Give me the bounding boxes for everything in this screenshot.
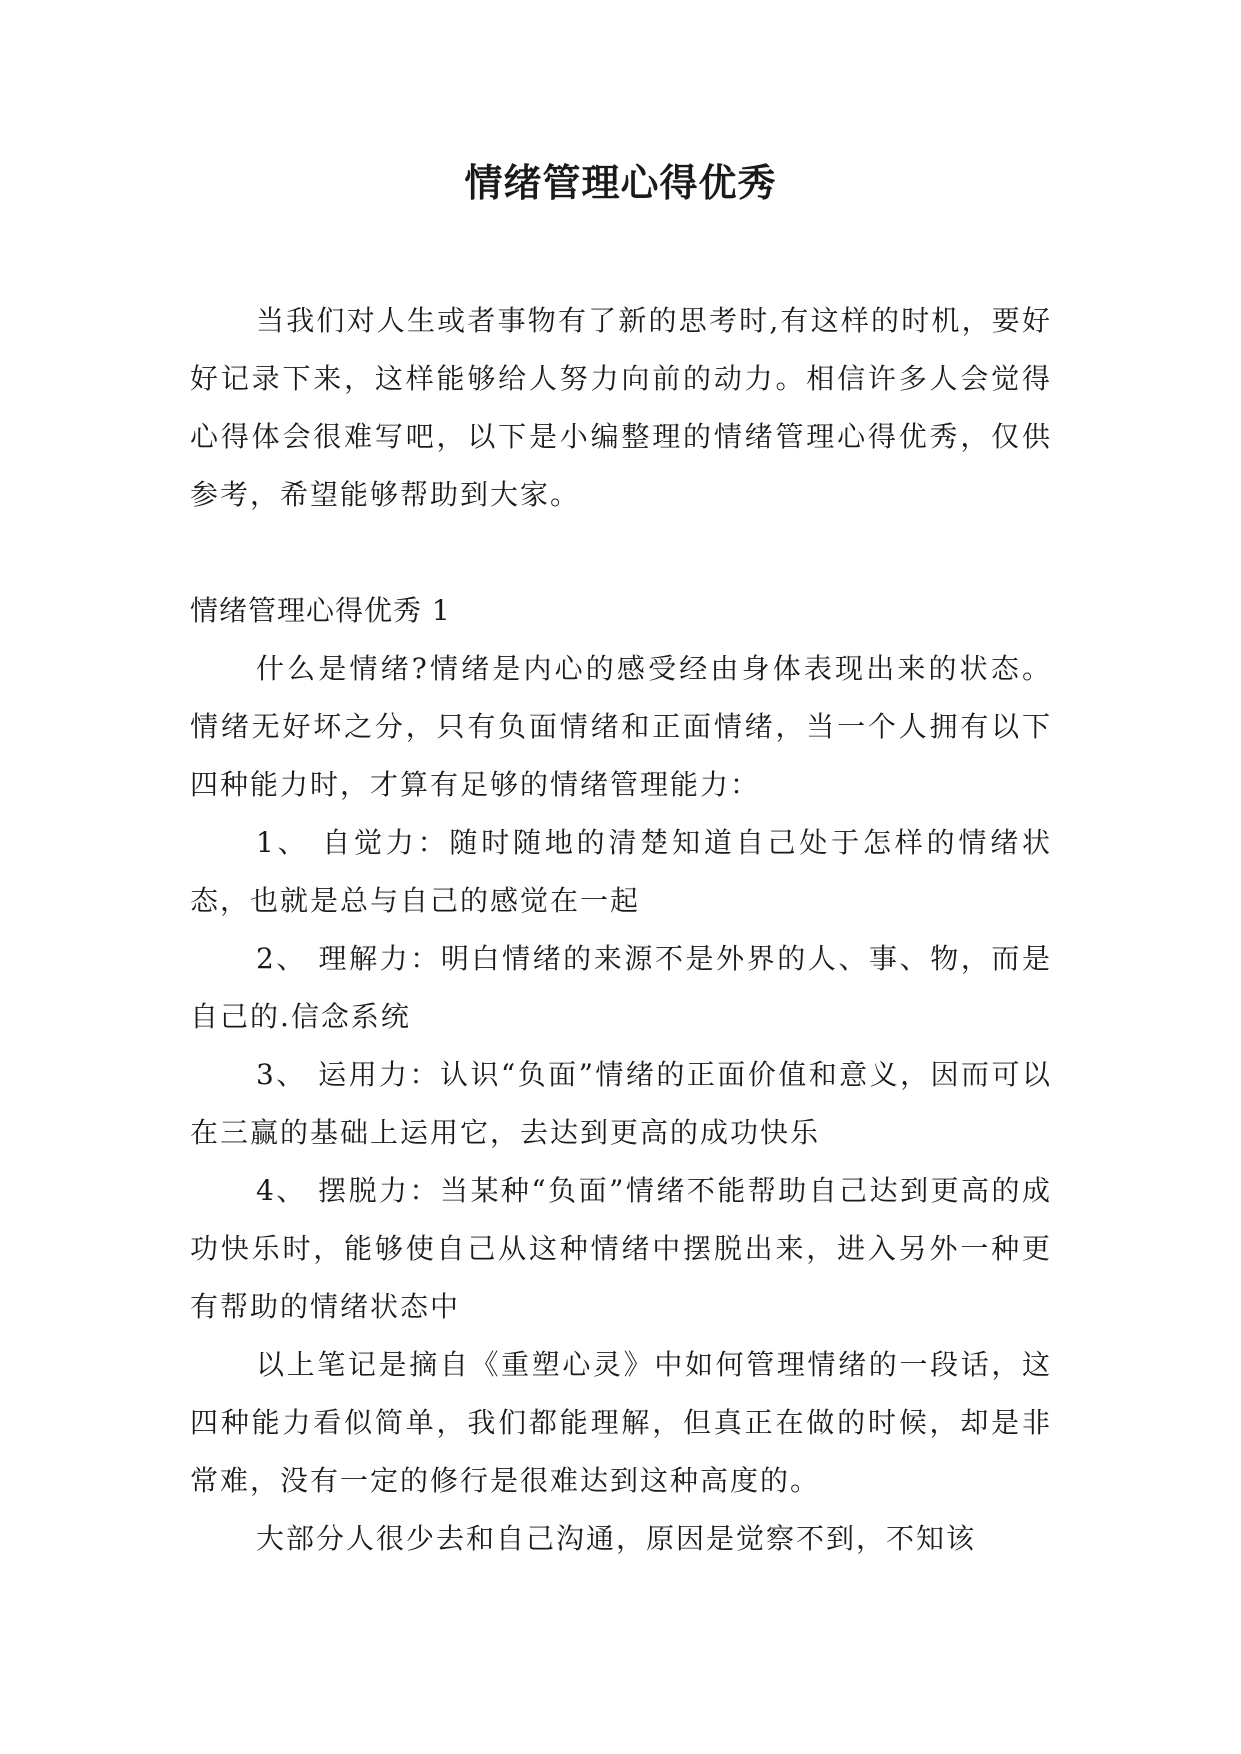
- ability-item-1: 1、 自觉力：随时随地的清楚知道自己处于怎样的情绪状态，也就是总与自己的感觉在一起: [190, 826, 1052, 917]
- body-paragraph: 以上笔记是摘自《重塑心灵》中如何管理情绪的一段话，这四种能力看似简单，我们都能理解，但真正在做的时候，却是非常难，没有一定的修行是很难达到这种高度的。: [190, 1348, 1052, 1497]
- body-paragraph: 什么是情绪?情绪是内心的感受经由身体表现出来的状态。情绪无好坏之分，只有负面情绪和正面情绪，当一个人拥有以下四种能力时，才算有足够的情绪管理能力：: [190, 652, 1052, 801]
- intro-paragraph: 当我们对人生或者事物有了新的思考时,有这样的时机，要好好记录下来，这样能够给人努力向前的动力。相信许多人会觉得心得体会很难写吧，以下是小编整理的情绪管理心得优秀，仅供参考，希望能够帮助到大家。: [190, 304, 1052, 511]
- section-heading: 情绪管理心得优秀 1: [190, 594, 451, 627]
- document-body: [190, 292, 1052, 1568]
- ability-item-2: 2、 理解力：明白情绪的来源不是外界的人、事、物，而是自己的.信念系统: [190, 942, 1052, 1033]
- body-paragraph: 大部分人很少去和自己沟通，原因是觉察不到，不知该: [256, 1522, 977, 1555]
- page-title: 情绪管理心得优秀: [464, 160, 777, 205]
- ability-item-4: 4、 摆脱力：当某种“负面”情绪不能帮助自己达到更高的成功快乐时，能够使自己从这种情绪中摆脱出来，进入另外一种更有帮助的情绪状态中: [190, 1174, 1052, 1323]
- ability-item-3: 3、 运用力：认识“负面”情绪的正面价值和意义，因而可以在三赢的基础上运用它，去达到更高的成功快乐: [190, 1058, 1052, 1149]
